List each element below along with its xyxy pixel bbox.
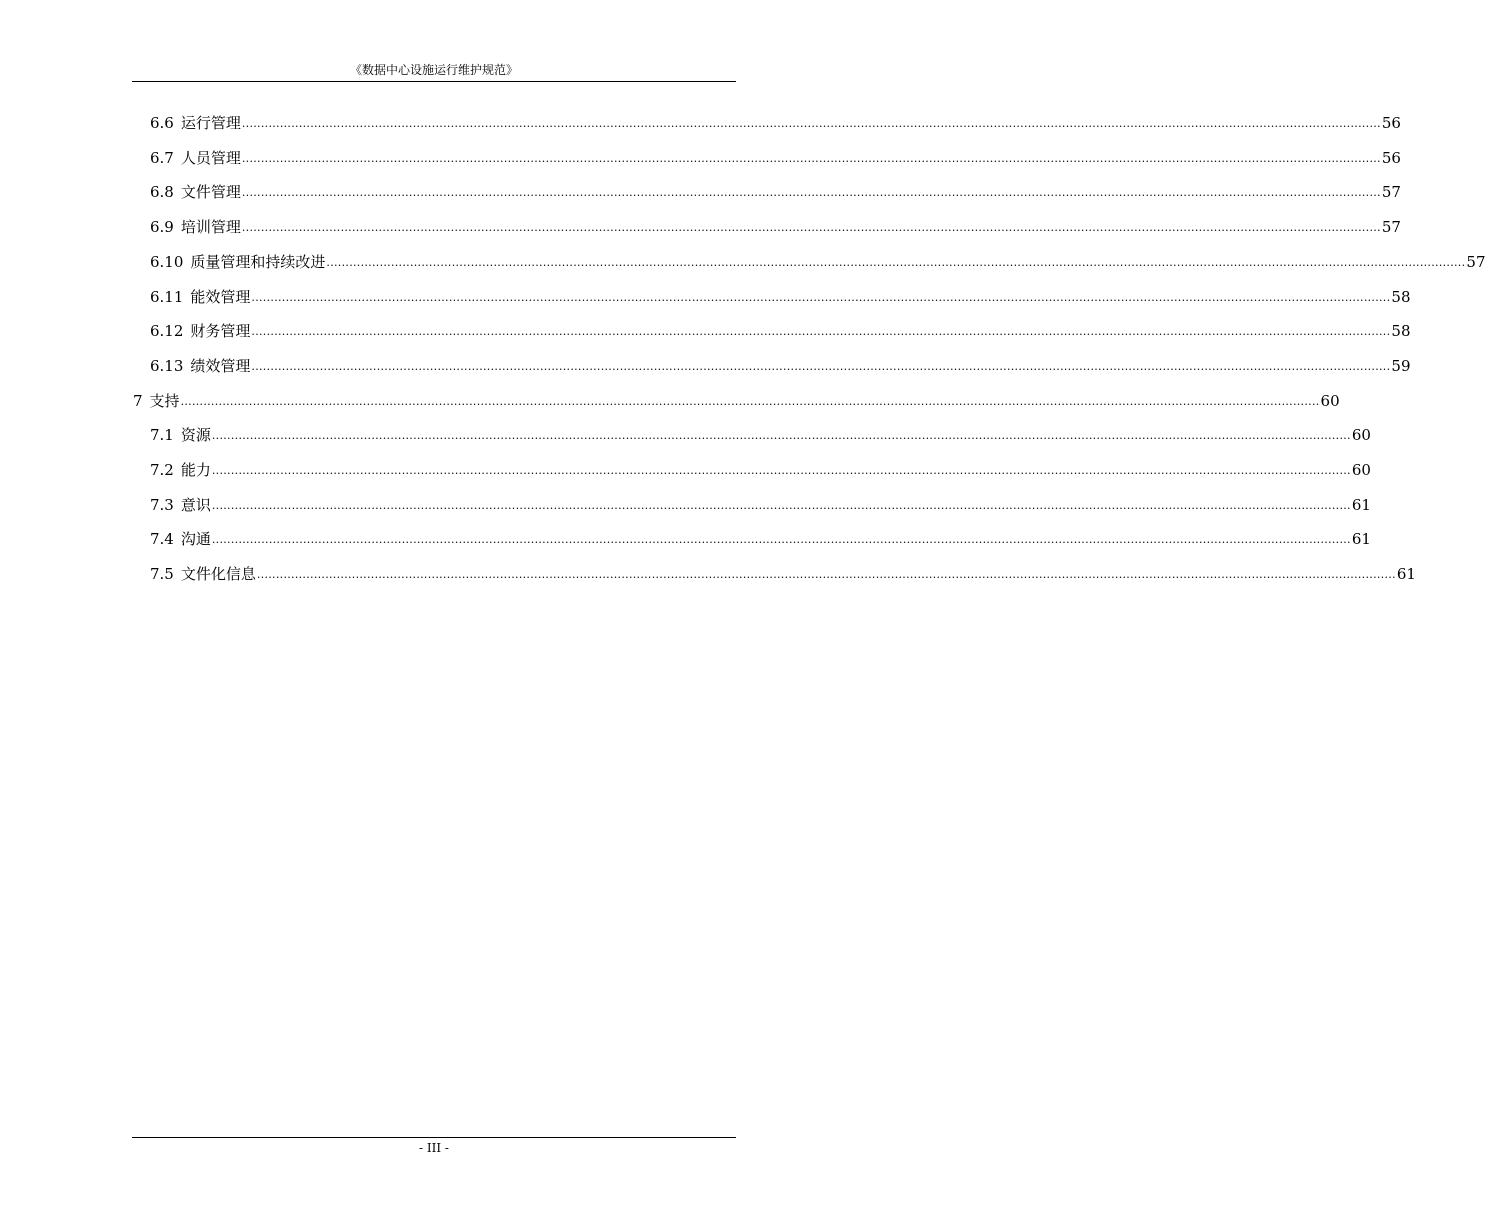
- toc-dot-leader: ............................................................................................................................................................................................................................................................................................................: [251, 291, 1391, 304]
- toc-entry[interactable]: [150, 285, 1411, 307]
- toc-dot-leader: ............................................................................................................................................................................................................................................................................................................: [241, 221, 1381, 234]
- toc-entry-page: 57: [1381, 183, 1401, 201]
- toc-entry[interactable]: [150, 250, 1486, 272]
- toc-entry-title: 文件化信息: [180, 565, 256, 583]
- toc-dot-leader: ............................................................................................................................................................................................................................................................................................................: [241, 186, 1381, 199]
- toc-dot-leader: ............................................................................................................................................................................................................................................................................................................: [211, 499, 1351, 512]
- toc-dot-leader: ............................................................................................................................................................................................................................................................................................................: [211, 429, 1351, 442]
- toc-entry-page: 56: [1381, 149, 1401, 167]
- toc-entry[interactable]: [150, 354, 1411, 376]
- toc-entry-title: 绩效管理: [190, 357, 251, 375]
- toc-entry-number: 6.13: [150, 357, 184, 375]
- toc-entry[interactable]: [150, 180, 1401, 202]
- toc-entry[interactable]: [150, 458, 1371, 480]
- toc-entry-title: 运行管理: [180, 114, 241, 132]
- toc-entry-number: 6.6: [150, 114, 174, 132]
- toc-dot-leader: ............................................................................................................................................................................................................................................................................................................: [211, 464, 1351, 477]
- toc-entry-number: 7.5: [150, 565, 174, 583]
- toc-dot-leader: ............................................................................................................................................................................................................................................................................................................: [241, 117, 1381, 130]
- toc-entry-number: 7.4: [150, 530, 174, 548]
- toc-entry-page: 60: [1351, 461, 1371, 479]
- toc-dot-leader: ............................................................................................................................................................................................................................................................................................................: [180, 395, 1320, 408]
- toc-entry-title: 能效管理: [190, 288, 251, 306]
- toc-entry-page: 57: [1466, 253, 1486, 271]
- toc-dot-leader: ............................................................................................................................................................................................................................................................................................................: [251, 360, 1391, 373]
- toc-entry[interactable]: [150, 215, 1401, 237]
- toc-entry[interactable]: [150, 111, 1401, 133]
- toc-entry[interactable]: [133, 389, 1340, 411]
- toc-entry-title: 文件管理: [180, 183, 241, 201]
- toc-entry-page: 57: [1381, 218, 1401, 236]
- toc-entry[interactable]: [150, 319, 1411, 341]
- toc-entry-title: 支持: [149, 392, 180, 410]
- toc-entry[interactable]: [150, 146, 1401, 168]
- toc-entry-title: 意识: [180, 496, 211, 514]
- toc-entry-title: 人员管理: [180, 149, 241, 167]
- toc-entry-title: 培训管理: [180, 218, 241, 236]
- toc-entry[interactable]: [150, 493, 1371, 515]
- toc-entry-title: 能力: [180, 461, 211, 479]
- toc-entry[interactable]: [150, 527, 1371, 549]
- toc-entry-page: 61: [1351, 530, 1371, 548]
- toc-dot-leader: ............................................................................................................................................................................................................................................................................................................: [211, 533, 1351, 546]
- toc-entry-number: 6.8: [150, 183, 174, 201]
- header-divider: [132, 81, 736, 82]
- toc-entry-page: 56: [1381, 114, 1401, 132]
- toc-entry-number: 7.2: [150, 461, 174, 479]
- page-number: - III -: [419, 1141, 449, 1155]
- toc-entry-number: 7: [133, 392, 143, 410]
- toc-entry-page: 61: [1396, 565, 1416, 583]
- toc-entry-title: 质量管理和持续改进: [190, 253, 326, 271]
- footer-divider: [132, 1137, 736, 1138]
- toc-entry-title: 资源: [180, 426, 211, 444]
- toc-entry-number: 6.9: [150, 218, 174, 236]
- toc-entry-number: 6.12: [150, 322, 184, 340]
- toc-dot-leader: ............................................................................................................................................................................................................................................................................................................: [256, 568, 1396, 581]
- toc-entry-page: 61: [1351, 496, 1371, 514]
- toc-entry-page: 58: [1391, 288, 1411, 306]
- toc-entry-page: 58: [1391, 322, 1411, 340]
- toc-dot-leader: ............................................................................................................................................................................................................................................................................................................: [241, 152, 1381, 165]
- toc-dot-leader: ............................................................................................................................................................................................................................................................................................................: [326, 256, 1466, 269]
- toc-entry-page: 59: [1391, 357, 1411, 375]
- toc-entry-number: 7.3: [150, 496, 174, 514]
- running-header: 《数据中心设施运行维护规范》: [349, 63, 518, 77]
- toc-entry-number: 6.7: [150, 149, 174, 167]
- toc-entry-title: 财务管理: [190, 322, 251, 340]
- toc-entry-title: 沟通: [180, 530, 211, 548]
- toc-entry-page: 60: [1320, 392, 1340, 410]
- toc-entry-number: 7.1: [150, 426, 174, 444]
- toc-entry-number: 6.10: [150, 253, 184, 271]
- toc-entry[interactable]: [150, 423, 1371, 445]
- toc-dot-leader: ............................................................................................................................................................................................................................................................................................................: [251, 325, 1391, 338]
- toc-entry-page: 60: [1351, 426, 1371, 444]
- toc-entry[interactable]: [150, 562, 1416, 584]
- toc-entry-number: 6.11: [150, 288, 184, 306]
